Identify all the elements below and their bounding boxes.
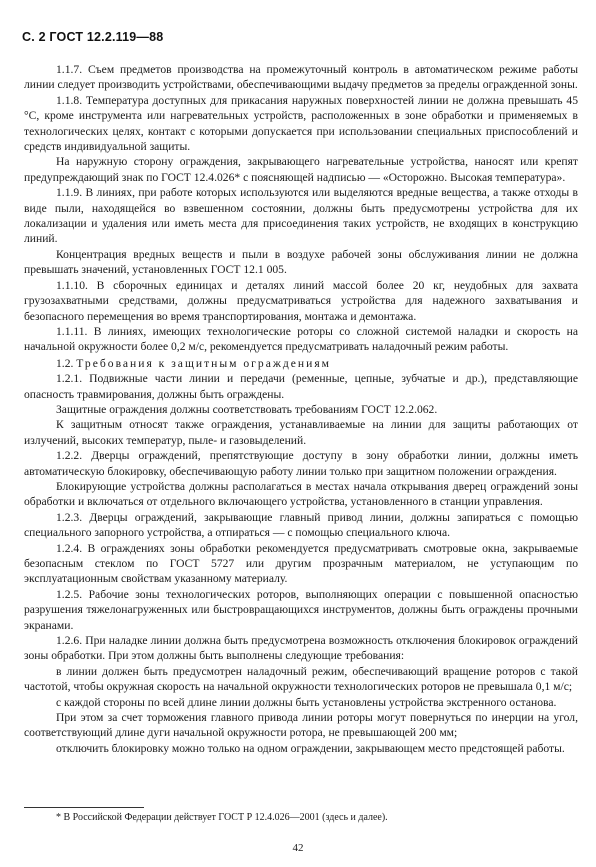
- paragraph-inertia: При этом за счет торможения главного привода линии роторы могут повернуться по инерции на угол, соответствующий длине дуги начальной окружности ротора, не превышающей 200 мм;: [24, 711, 578, 740]
- paragraph-1-2-3: 1.2.3. Дверцы ограждений, закрывающие главный привод линии, должны запираться с помощью специального запорного устройства, а отпираться — с помощью специального ключа.: [24, 510, 578, 540]
- paragraph-setup-mode: в линии должен быть предусмотрен наладочный режим, обеспечивающий вращение роторов с такой частотой, чтобы окружная скорость на начальной окружности технологических роторов не превышала 0,1 м/с;: [24, 664, 578, 694]
- paragraph-1-2-6: 1.2.6. При наладке линии должна быть предусмотрена возможность отключения блокировок ограждений зоны обработки. При этом должны быть выполнены следующие требования:: [24, 634, 578, 663]
- paragraph-1-1-10: 1.1.10. В сборочных единицах и деталях линий массой более 20 кг, неудобных для захвата грузозахватными средствами, должны предусматриваться устройства для надежного захватывания и безопасного перемещения во время транспортирования, монтажа и демонтажа.: [24, 278, 578, 323]
- paragraph-1-2-5: 1.2.5. Рабочие зоны технологических роторов, выполняющих операции с повышенной опасностью разрушения тяжелонагруженных или быстровращающихся инструментов, должны быть ограждены прочными экранами.: [24, 587, 578, 632]
- footnote-divider: [24, 807, 144, 808]
- paragraph-1-2-2: 1.2.2. Дверцы ограждений, препятствующие доступу в зону обработки линии, должны иметь автоматическую блокировку, обеспечивающую работу линии только при защитном положении ограждения.: [24, 449, 578, 478]
- paragraph-1-2-4: 1.2.4. В ограждениях зоны обработки рекомендуется предусматривать смотровые окна, закрываемые безопасным стеклом по ГОСТ 5727 или другим прозрачным материалом, не уступающим по эксплуатационным свойствам указанному материалу.: [24, 541, 578, 586]
- page-number: 42: [292, 842, 304, 854]
- section-title: Требования к защитным ограждениям: [76, 356, 331, 370]
- paragraph-concentration: Концентрация вредных веществ и пыли в воздухе рабочей зоны обслуживания линии не должна превышать значений, установленных ГОСТ 12.1 005.: [24, 247, 578, 277]
- paragraph-disable-blocking: отключить блокировку можно только на одном ограждении, закрывающем место предстоящей работы.: [56, 741, 565, 755]
- paragraph-guards-standard: Защитные ограждения должны соответствовать требованиям ГОСТ 12.2.062.: [56, 402, 438, 416]
- page-header: С. 2 ГОСТ 12.2.119—88: [22, 30, 164, 44]
- paragraph-1-1-7: 1.1.7. Съем предметов производства на промежуточный контроль в автоматическом режиме работы линии следует производить устройствами, обеспечивающими выдачу предметов за пределы огражденной зоны.: [24, 63, 578, 92]
- paragraph-1-1-8: 1.1.8. Температура доступных для прикасания наружных поверхностей линии не должна превышать 45 °С, кроме инструмента или нагревательных устройств, расположенных в зоне обработки и применяемых в технологических целях, контакт с которыми допускается при использовании специальных приспособлений и средств индивидуальной защиты.: [24, 93, 578, 154]
- paragraph-blocking-devices: Блокирующие устройства должны располагаться в местах начала открывания дверец ограждений зоны обработки и включаться от отдельного включающего устройства, установленного в станции управления.: [24, 479, 578, 509]
- paragraph-1-1-9: 1.1.9. В линиях, при работе которых используются или выделяются вредные вещества, а также отходы в виде пыли, находящейся во взвешенном состоянии, должны быть предусмотрены устройства для их локализации и удаления или иметь места для присоединения таких устройств, не входящих в конструкцию линий.: [24, 186, 578, 246]
- paragraph-1-2-1: 1.2.1. Подвижные части линии и передачи (ременные, цепные, зубчатые и др.), представляющие опасность травмирования, должны быть ограждены.: [24, 372, 578, 401]
- section-number: 1.2.: [56, 356, 74, 370]
- footnote: * В Российской Федерации действует ГОСТ Р 12.4.026—2001 (здесь и далее).: [56, 812, 388, 823]
- document-body: [24, 62, 578, 756]
- paragraph-guards-radiation: К защитным относят также ограждения, устанавливаемые на линии для защиты работающих от излучений, высоких температур, пыле- и газовыделений.: [24, 418, 578, 447]
- paragraph-warning-sign: На наружную сторону ограждения, закрывающего нагревательные устройства, наносят или крепят предупреждающий знак по ГОСТ 12.4.026* с поясняющей надписью — «Осторожно. Высокая температура».: [24, 155, 578, 184]
- paragraph-1-1-11: 1.1.11. В линиях, имеющих технологические роторы со сложной системой наладки и скорость на начальной окружности более 0,2 м/с, рекомендуется предусматривать наладочный режим работы.: [24, 324, 578, 354]
- section-heading: [24, 356, 578, 371]
- paragraph-emergency-stop: с каждой стороны по всей длине линии должны быть установлены устройства экстренного останова.: [56, 695, 557, 709]
